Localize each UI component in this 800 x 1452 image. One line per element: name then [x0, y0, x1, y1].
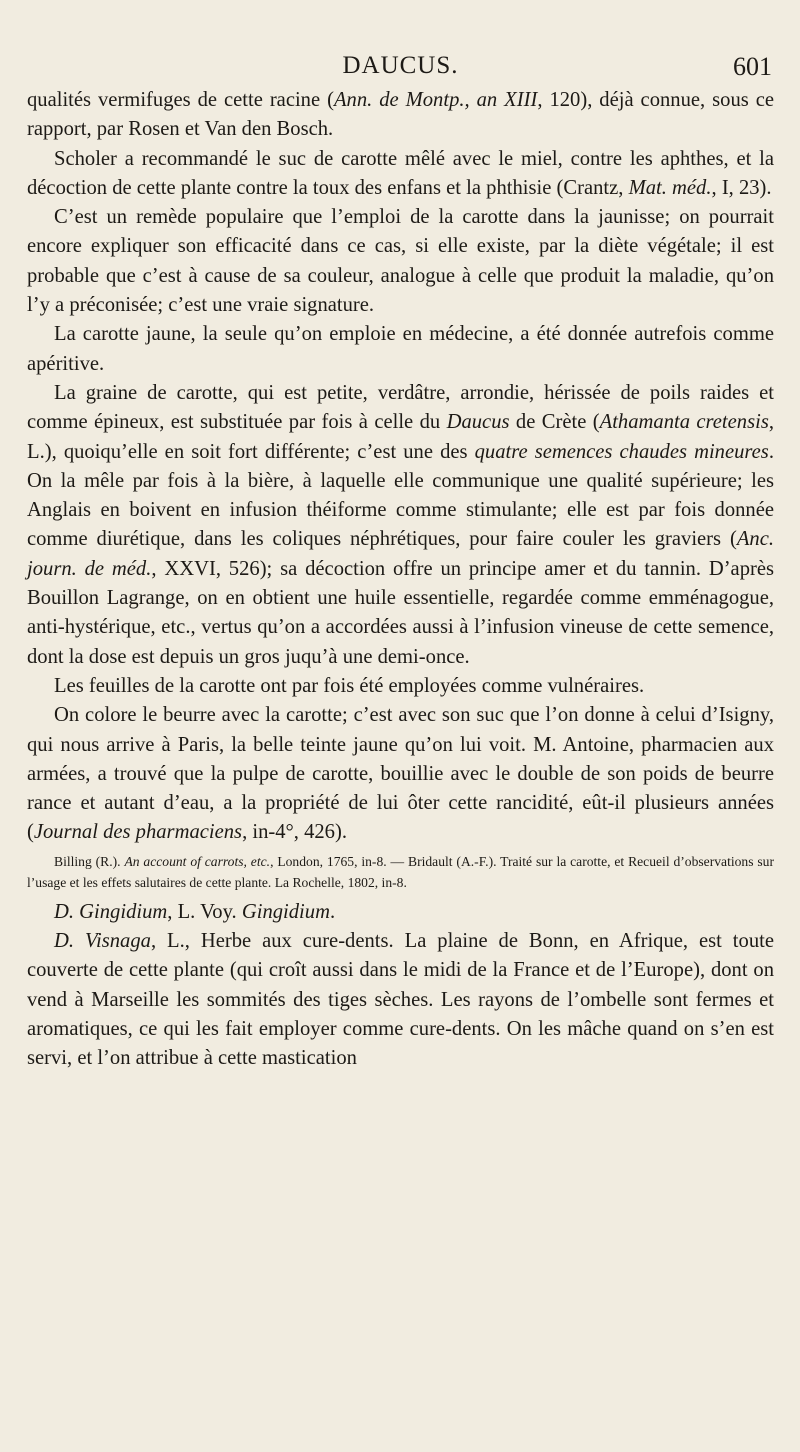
paragraph: [27, 898, 774, 927]
text-run: , London, 1765, in-8. — Bridault (A.-F.). Traité sur la carotte, et Recueil d’observations sur l’usage et les effets salutaires de cette plante. La Rochelle, 1802, in-8.: [27, 853, 774, 890]
italic-text: D. Visnaga: [54, 930, 151, 953]
italic-text: Ann. de Montp., an XIII: [333, 89, 538, 111]
italic-text: D. Gingidium: [54, 900, 168, 923]
text-run: Scholer a recommandé le suc de carotte mêlé avec le miel, contre les aphthes, et la décoction de cette plante contre la toux des enfans et la phthisie (Crantz,: [27, 147, 774, 199]
running-header: [27, 52, 774, 86]
italic-text: An account of carrots, etc.: [124, 853, 271, 869]
italic-text: Gingidium: [241, 900, 330, 923]
text-run: , I, 23).: [711, 176, 772, 199]
header-title: DAUCUS.: [342, 52, 459, 79]
paragraph: [27, 203, 774, 320]
italic-text: Journal des pharmaciens: [33, 821, 243, 844]
paragraph: [27, 701, 774, 847]
italic-text: Daucus: [446, 411, 510, 434]
text-run: C’est un remède populaire que l’emploi de la carotte dans la jaunisse; on pourrait encore expliquer son efficacité dans ce cas, si elle existe, par la diète végétale; il est probable que c’est à cause de sa couleur, analogue à celle que produit la maladie, qu’on l’y a préconisée; c’est une vraie signature.: [27, 206, 774, 317]
paragraph: [27, 86, 774, 145]
paragraph: [27, 320, 774, 379]
paragraph: [27, 672, 774, 701]
italic-text: Mat. méd.: [628, 176, 712, 199]
text-run: .: [329, 900, 336, 923]
text-run: de Crète (: [509, 411, 600, 434]
text-run: qualités vermifuges de cette racine (: [27, 89, 334, 111]
text-run: La carotte jaune, la seule qu’on emploie en médecine, a été donnée autrefois comme apéritive.: [27, 323, 774, 375]
italic-text: Athamanta cretensis: [599, 411, 769, 434]
text-run: Les feuilles de la carotte ont par fois été employées comme vulnéraires.: [54, 674, 645, 697]
paragraph: [27, 379, 774, 672]
text-run: , L.), quoiqu’elle en soit fort différente; c’est une des: [27, 411, 775, 463]
text-run: Billing (R.).: [54, 853, 125, 869]
italic-text: quatre semences chaudes mineures: [474, 440, 769, 463]
italic-text: Anc. journ. de méd.: [27, 528, 774, 580]
text-run: , L. Voy.: [167, 900, 242, 923]
text-run: . On la mêle par fois à la bière, à laquelle elle communique une qualité supérieure; les Anglais en boivent en infusion théiforme comme stimulante; elle est par fois donnée comme diurétique, dans les coliques néphrétiques, pour faire couler les graviers (: [27, 440, 774, 551]
paragraph: [27, 927, 774, 1073]
text-run: , L., Herbe aux cure-dents. La plaine de Bonn, en Afrique, est toute couverte de cette plante (qui croît aussi dans le midi de la France et de l’Europe), dont on vend à Marseille les sommités des tiges sèches. Les rayons de l’ombelle sont fermes et aromatiques, ce qui les fait employer comme cure-dents. On les mâche quand on s’en est servi, et l’on attribue à cette mastication: [27, 930, 774, 1070]
page-number: 601: [733, 52, 772, 81]
text-run: , XXVI, 526); sa décoction offre un principe amer et du tannin. D’après Bouillon Lagrange, on en obtient une huile essentielle, regardée comme emménagogue, anti-hystérique, etc., vertus qu’on a accordées aussi à l’infusion vineuse de cette semence, dont la dose est depuis un gros juqu’à une demi-once.: [27, 557, 775, 668]
paragraph: [27, 145, 774, 204]
bibliographic-reference: [27, 851, 774, 893]
text-run: , in-4°, 426).: [242, 821, 347, 844]
text-run: , 120), déjà connue, sous ce rapport, par Rosen et Van den Bosch.: [27, 89, 774, 141]
page-body: [27, 86, 774, 1074]
text-run: La graine de carotte, qui est petite, verdâtre, arrondie, hérissée de poils raides et comme épineux, est substituée par fois à celle du: [27, 381, 774, 434]
text-run: On colore le beurre avec la carotte; c’est avec son suc que l’on donne à celui d’Isigny, qui nous arrive à Paris, la belle teinte jaune qu’on lui voit. M. Antoine, pharmacien aux armées, a trouvé que la pulpe de carotte, bouillie avec le double de son poids de beurre rance et autant d’eau, a la propriété de lui ôter cette rancidité, eût-il plusieurs années (: [27, 704, 774, 844]
